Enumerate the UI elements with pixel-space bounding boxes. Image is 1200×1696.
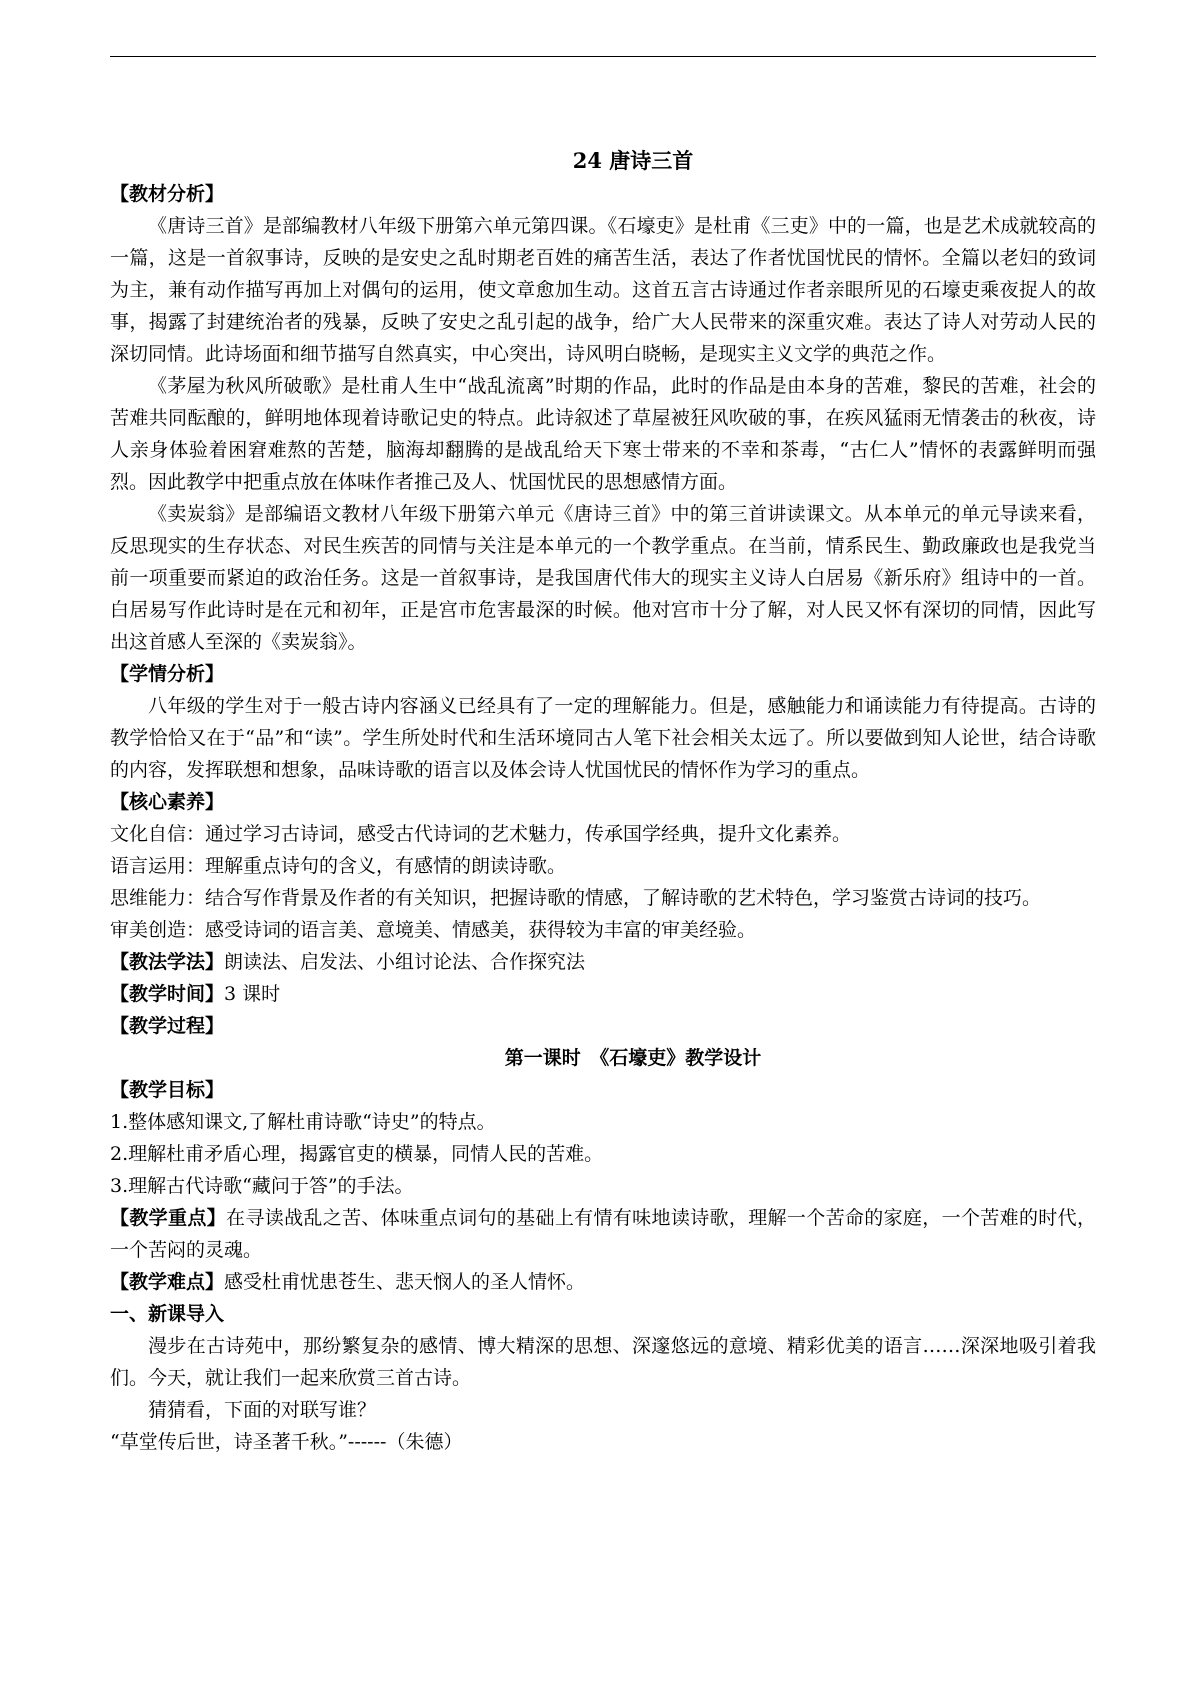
- textbook-analysis-paragraph-3: 《卖炭翁》是部编语文教材八年级下册第六单元《唐诗三首》中的第三首讲读课文。从本单元的单元导读来看，反思现实的生存状态、对民生疾苦的同情与关注是本单元的一个教学重点。在当前，情系民生、勤政廉政也是我党当前一项重要而紧迫的政治任务。这是一首叙事诗，是我国唐代伟大的现实主义诗人白居易《新乐府》组诗中的一首。白居易写作此诗时是在元和初年，正是宫市危害最深的时候。他对宫市十分了解，对人民又怀有深切的同情，因此写出这首感人至深的《卖炭翁》。: [110, 503, 1096, 653]
- intro-paragraph-2: 猜猜看，下面的对联写谁？: [148, 1399, 377, 1421]
- header-rule: [110, 56, 1096, 57]
- objective-item-2: 2.理解杜甫矛盾心理，揭露官吏的横暴，同情人民的苦难。: [110, 1143, 604, 1165]
- objectives-heading: 【教学目标】: [110, 1079, 225, 1101]
- key-point-heading: 【教学重点】: [110, 1207, 227, 1229]
- student-analysis-paragraph: 八年级的学生对于一般古诗内容涵义已经具有了一定的理解能力。但是，感触能力和诵读能力有待提高。古诗的教学恰恰又在于“品”和“读”。学生所处时代和生活环境同古人笔下社会相关太远了。所以要做到知人论世，结合诗歌的内容，发挥联想和想象，品味诗歌的语言以及体会诗人忧国忧民的情怀作为学习的重点。: [110, 695, 1096, 781]
- process-heading: 【教学过程】: [110, 1015, 225, 1037]
- document-title: 24 唐诗三首: [572, 148, 694, 173]
- methods-text: 朗读法、启发法、小组讨论法、合作探究法: [224, 951, 586, 973]
- difficulty-paragraph: [110, 1266, 1096, 1298]
- couplet-line: “草堂传后世，诗圣著千秋。”------（朱德）: [110, 1431, 463, 1453]
- textbook-analysis-heading: 【教材分析】: [110, 183, 225, 205]
- textbook-analysis-paragraph-2: 《茅屋为秋风所破歌》是杜甫人生中“战乱流离”时期的作品，此时的作品是由本身的苦难，黎民的苦难，社会的苦难共同酝酿的，鲜明地体现着诗歌记史的特点。此诗叙述了草屋被狂风吹破的事，在疾风猛雨无情袭击的秋夜，诗人亲身体验着困窘难熬的苦楚，脑海却翻腾的是战乱给天下寒士带来的不幸和茶毒，“古仁人”情怀的表露鲜明而强烈。因此教学中把重点放在体味作者推己及人、忧国忧民的思想感情方面。: [110, 375, 1096, 493]
- core-literacy-item-thinking: 思维能力：结合写作背景及作者的有关知识，把握诗歌的情感，了解诗歌的艺术特色，学习鉴赏古诗词的技巧。: [110, 887, 1042, 909]
- textbook-analysis-paragraph-1: 《唐诗三首》是部编教材八年级下册第六单元第四课。《石壕吏》是杜甫《三吏》中的一篇，也是艺术成就较高的一篇，这是一首叙事诗，反映的是安史之乱时期老百姓的痛苦生活，表达了作者忧国忧民的情怀。全篇以老妇的致词为主，兼有动作描写再加上对偶句的运用，使文章愈加生动。这首五言古诗通过作者亲眼所见的石壕吏乘夜捉人的故事，揭露了封建统治者的残暴，反映了安史之乱引起的战争，给广大人民带来的深重灾难。表达了诗人对劳动人民的深切同情。此诗场面和细节描写自然真实，中心突出，诗风明白晓畅，是现实主义文学的典范之作。: [110, 215, 1096, 365]
- time-text: 3 课时: [224, 983, 281, 1005]
- difficulty-text: 感受杜甫忧患苍生、悲天悯人的圣人情怀。: [224, 1271, 586, 1293]
- core-literacy-item-aesthetic: 审美创造：感受诗词的语言美、意境美、情感美，获得较为丰富的审美经验。: [110, 919, 757, 941]
- objective-item-3: 3.理解古代诗歌“藏问于答”的手法。: [110, 1175, 414, 1197]
- core-literacy-item-language: 语言运用：理解重点诗句的含义，有感情的朗读诗歌。: [110, 855, 567, 877]
- methods-line: [110, 946, 1096, 978]
- core-literacy-heading: 【核心素养】: [110, 791, 225, 813]
- core-literacy-item-culture: 文化自信：通过学习古诗词，感受古代诗词的艺术魅力，传承国学经典，提升文化素养。: [110, 823, 852, 845]
- student-analysis-heading: 【学情分析】: [110, 663, 225, 685]
- key-point-text: 在寻读战乱之苦、体味重点词句的基础上有情有味地读诗歌，理解一个苦命的家庭，一个苦难的时代，一个苦闷的灵魂。: [110, 1207, 1096, 1261]
- methods-heading: 【教法学法】: [110, 951, 225, 973]
- key-point-paragraph: [110, 1202, 1096, 1266]
- difficulty-heading: 【教学难点】: [110, 1271, 225, 1293]
- lesson1-title: 第一课时 《石壕吏》教学设计: [504, 1047, 762, 1069]
- time-heading: 【教学时间】: [110, 983, 225, 1005]
- document-body: [110, 144, 1096, 1458]
- objective-item-1: 1.整体感知课文,了解杜甫诗歌“诗史”的特点。: [110, 1111, 496, 1133]
- intro-heading: 一、新课导入: [110, 1303, 225, 1325]
- time-line: [110, 978, 1096, 1010]
- intro-paragraph-1: 漫步在古诗苑中，那纷繁复杂的感情、博大精深的思想、深邃悠远的意境、精彩优美的语言……深深地吸引着我们。今天，就让我们一起来欣赏三首古诗。: [110, 1335, 1096, 1389]
